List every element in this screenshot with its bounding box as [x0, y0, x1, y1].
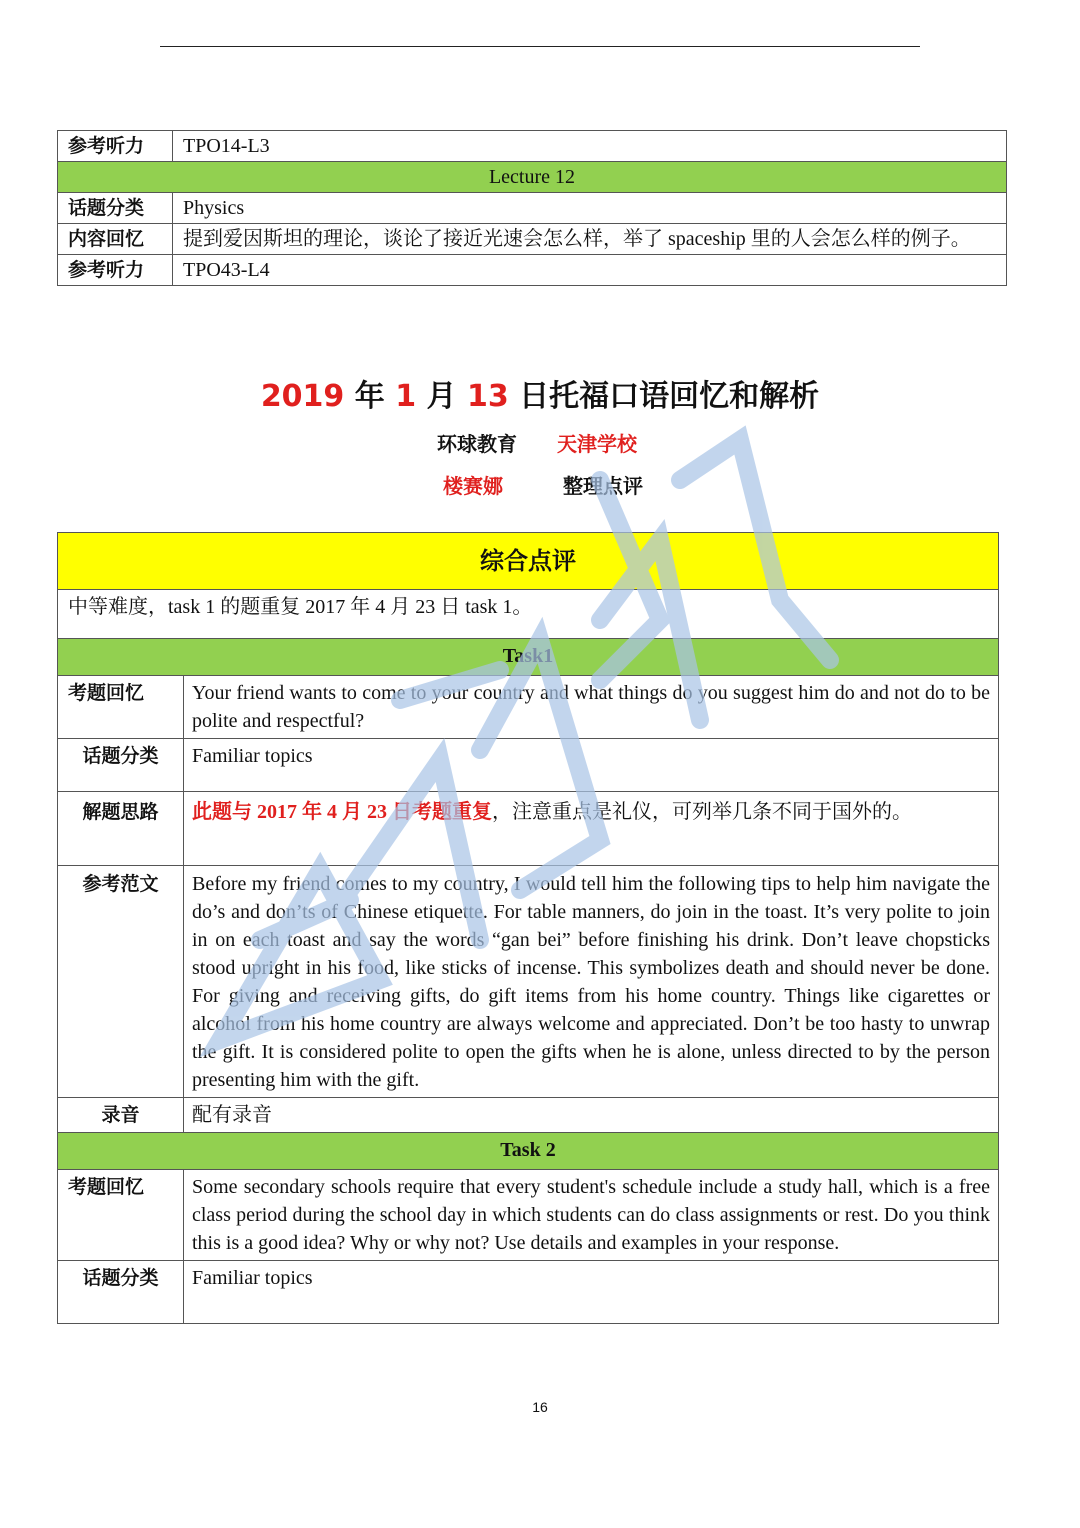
lecture-table	[57, 130, 1007, 286]
title-month: 1	[395, 379, 417, 414]
summary-row	[58, 590, 999, 639]
idea-rest: ，注意重点是礼仪，可列举几条不同于国外的。	[492, 801, 912, 823]
summary-header-row	[58, 533, 999, 590]
table-row	[58, 866, 999, 1098]
task1-idea	[184, 792, 999, 866]
row-value: Physics	[173, 193, 1007, 224]
task1-category: Familiar topics	[184, 739, 999, 792]
task2-category: Familiar topics	[184, 1261, 999, 1324]
page-title	[0, 371, 1080, 415]
task1-audio: 配有录音	[184, 1098, 999, 1133]
task1-sample: Before my friend comes to my country, I would tell him the following tips to help him navigate the do’s and don’ts of Chinese etiquette. For table manners, do join in the toast. It’s very polite to join in on each toast and say the words “gan bei” before finishing his drink. Don’t leave chopsticks stood upright in his food, like sticks of incense. This symbolizes death and should never be done. For giving and receiving gifts, do gift items from his home country. Things like cigarettes or alcohol from his home country are always welcome and appreciated. Don’t be too hasty to unwrap the gift. It is considered polite to open the gifts when he is alone, unless directed to by the person presenting him with the gift.	[184, 866, 999, 1098]
row-label: 参考听力	[58, 131, 173, 162]
idea-highlight: 此题与 2017 年 4 月 23 日考题重复	[192, 801, 492, 823]
author-name: 楼赛娜	[443, 474, 503, 498]
task2-header-row	[58, 1133, 999, 1170]
table-row	[58, 193, 1007, 224]
speaking-table	[57, 532, 999, 1324]
summary-header: 综合点评	[58, 533, 999, 590]
row-value: TPO43-L4	[173, 255, 1007, 286]
row-label: 录音	[58, 1098, 184, 1133]
table-row	[58, 131, 1007, 162]
org-name: 环球教育	[437, 432, 517, 456]
header-rule	[160, 46, 920, 47]
row-label: 话题分类	[58, 193, 173, 224]
title-year: 2019	[260, 379, 345, 414]
title-nian: 年	[344, 379, 396, 414]
row-label: 考题回忆	[58, 1170, 184, 1261]
table-row	[58, 1170, 999, 1261]
page-number: 16	[532, 1399, 548, 1415]
school-name: 天津学校	[557, 432, 637, 456]
task1-header-row	[58, 639, 999, 676]
row-label: 参考听力	[58, 255, 173, 286]
task2-question: Some secondary schools require that every student's schedule include a study hall, which is a free class period during the school day in which students can do class assignments or rest. Do you think this is a good idea? Why or why not? Use details and examples in your response.	[184, 1170, 999, 1261]
title-rest: 日托福口语回忆和解析	[508, 379, 820, 414]
lecture-row	[58, 162, 1007, 193]
table-row	[58, 1098, 999, 1133]
title-day: 13	[466, 379, 509, 414]
table-row	[58, 255, 1007, 286]
table-row	[58, 739, 999, 792]
title-yue: 月	[416, 379, 467, 414]
row-label: 参考范文	[58, 866, 184, 1098]
table-row	[58, 224, 1007, 255]
row-label: 考题回忆	[58, 676, 184, 739]
row-value: TPO14-L3	[173, 131, 1007, 162]
author-role: 整理点评	[563, 474, 643, 498]
row-label: 话题分类	[58, 739, 184, 792]
table-row	[58, 1261, 999, 1324]
summary-text: 中等难度，task 1 的题重复 2017 年 4 月 23 日 task 1。	[58, 590, 999, 639]
table-row	[58, 792, 999, 866]
task1-header: Task1	[58, 639, 999, 676]
row-label: 内容回忆	[58, 224, 173, 255]
row-value: 提到爱因斯坦的理论，谈论了接近光速会怎么样，举了 spaceship 里的人会怎么样的例子。	[173, 224, 1007, 255]
task1-question: Your friend wants to come to your country and what things do you suggest him do and not do to be polite and respectful?	[184, 676, 999, 739]
row-label: 解题思路	[58, 792, 184, 866]
lecture-header: Lecture 12	[58, 162, 1007, 193]
task2-header: Task 2	[58, 1133, 999, 1170]
table-row	[58, 676, 999, 739]
row-label: 话题分类	[58, 1261, 184, 1324]
